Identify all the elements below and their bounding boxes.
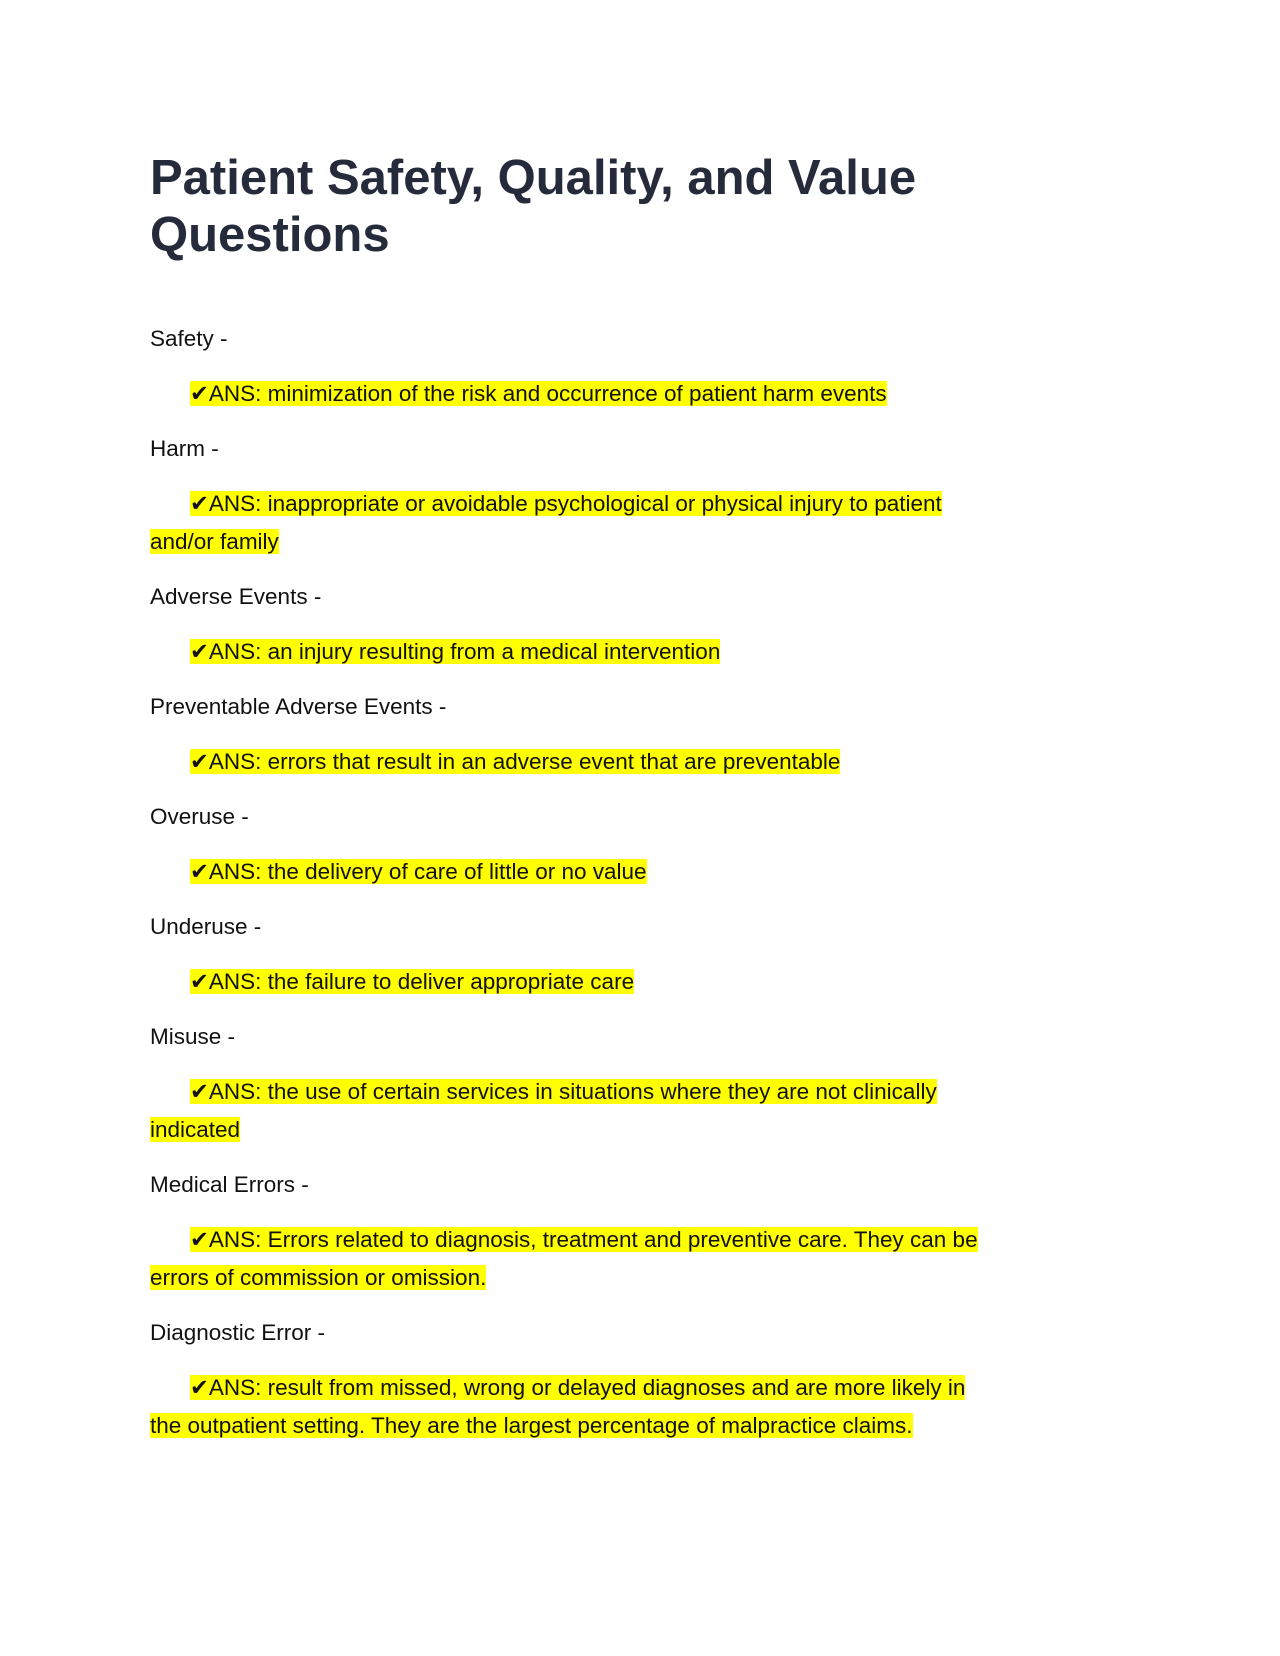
answer xyxy=(150,633,1140,671)
highlighted-answer-text: ✔ANS: an injury resulting from a medical intervention xyxy=(190,639,721,664)
question-term: Underuse - xyxy=(150,914,262,939)
question-term: Overuse - xyxy=(150,804,249,829)
answer xyxy=(150,743,1140,781)
qa-list xyxy=(150,320,1140,1445)
highlighted-answer-text: indicated xyxy=(150,1117,241,1142)
answer xyxy=(150,1221,1140,1297)
answer xyxy=(150,375,1140,413)
highlighted-answer-text: ✔ANS: minimization of the risk and occurrence of patient harm events xyxy=(190,381,887,406)
highlighted-answer-text: ✔ANS: inappropriate or avoidable psychological or physical injury to patient xyxy=(190,491,942,516)
document-page xyxy=(150,150,1140,1462)
highlighted-answer-text: ✔ANS: Errors related to diagnosis, treatment and preventive care. They can be xyxy=(190,1227,978,1252)
question-term: Diagnostic Error - xyxy=(150,1320,326,1345)
question-term: Harm - xyxy=(150,436,219,461)
answer xyxy=(150,485,1140,561)
highlighted-answer-text: the outpatient setting. They are the largest percentage of malpractice claims. xyxy=(150,1413,913,1438)
answer xyxy=(150,1369,1140,1445)
question-term: Adverse Events - xyxy=(150,584,322,609)
highlighted-answer-text: ✔ANS: the use of certain services in situations where they are not clinically xyxy=(190,1079,937,1104)
highlighted-answer-text: errors of commission or omission. xyxy=(150,1265,487,1290)
highlighted-answer-text: ✔ANS: the delivery of care of little or no value xyxy=(190,859,647,884)
question-term: Misuse - xyxy=(150,1024,236,1049)
question-term: Preventable Adverse Events - xyxy=(150,694,447,719)
answer xyxy=(150,853,1140,891)
page-title: Patient Safety, Quality, and Value Questions xyxy=(150,151,917,262)
highlighted-answer-text: ✔ANS: result from missed, wrong or delayed diagnoses and are more likely in xyxy=(190,1375,966,1400)
question-term: Medical Errors - xyxy=(150,1172,309,1197)
highlighted-answer-text: and/or family xyxy=(150,529,279,554)
highlighted-answer-text: ✔ANS: errors that result in an adverse event that are preventable xyxy=(190,749,841,774)
answer xyxy=(150,1073,1140,1149)
highlighted-answer-text: ✔ANS: the failure to deliver appropriate care xyxy=(190,969,635,994)
answer xyxy=(150,963,1140,1001)
question-term: Safety - xyxy=(150,326,228,351)
